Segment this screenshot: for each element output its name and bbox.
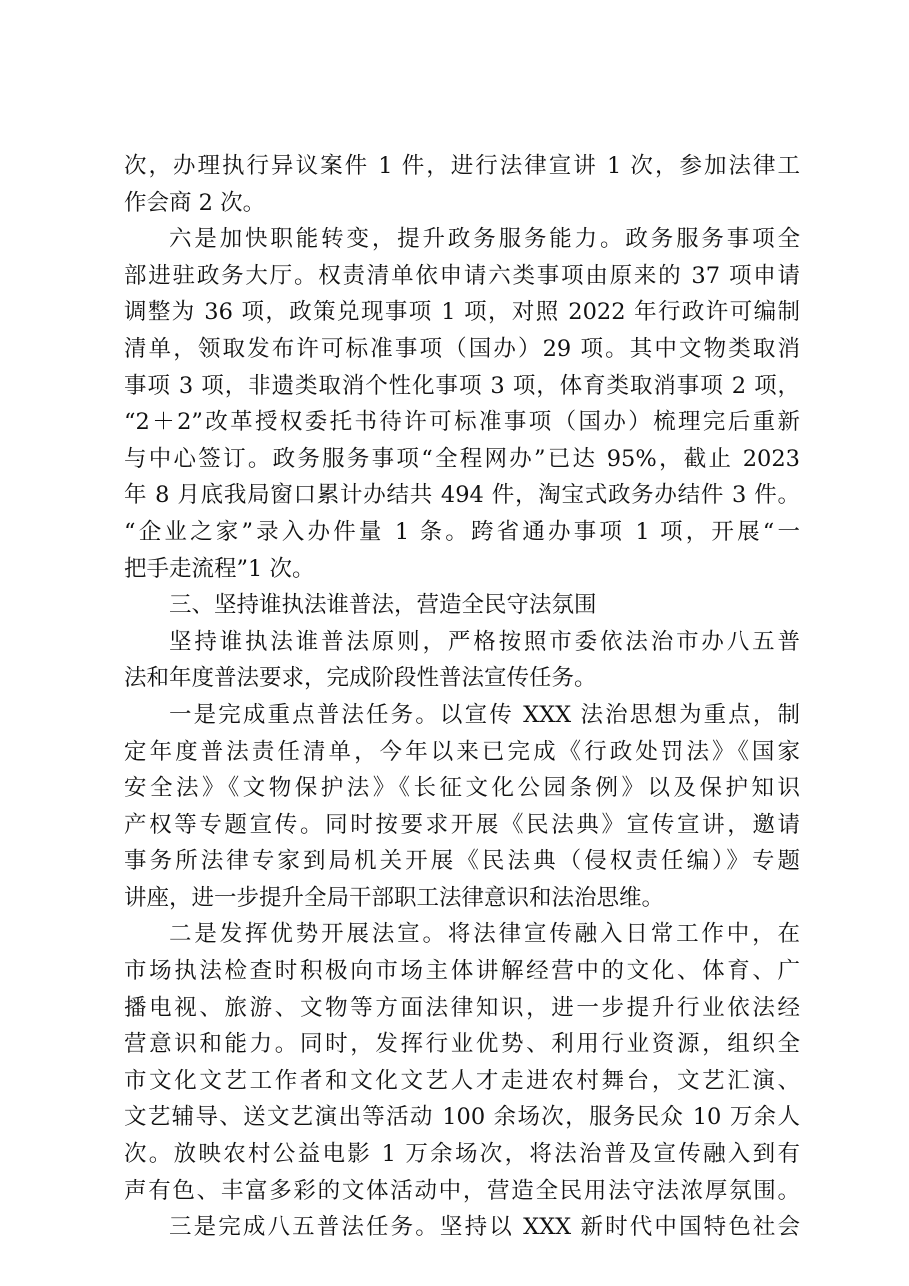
text-line: 声有色、丰富多彩的文体活动中，营造全民用法守法浓厚氛围。: [124, 1177, 800, 1204]
text-line: 年 8 月底我局窗口累计办结共 494 件，淘宝式政务办结件 3 件。: [124, 482, 800, 509]
text-line: 播电视、旅游、文物等方面法律知识，进一步提升行业依法经: [124, 994, 800, 1021]
text-line: 清单，领取发布许可标准事项（国办）29 项。其中文物类取消: [124, 335, 800, 362]
text-line: 作会商 2 次。: [124, 189, 266, 216]
text-line: 二是发挥优势开展法宣。将法律宣传融入日常工作中，在: [169, 921, 800, 948]
text-line: 与中心签订。政务服务事项“全程网办”已达 95%，截止 2023: [124, 445, 800, 472]
text-line: 坚持谁执法谁普法原则，严格按照市委依法治市办八五普: [169, 628, 800, 655]
text-line: 市文化文艺工作者和文化文艺人才走进农村舞台，文艺汇演、: [124, 1067, 800, 1094]
text-line: 讲座，进一步提升全局干部职工法律意识和法治思维。: [124, 884, 665, 911]
text-line: 安全法》《文物保护法》《长征文化公园条例》以及保护知识: [124, 775, 800, 802]
text-line: 一是完成重点普法任务。以宣传 XXX 法治思想为重点，制: [169, 701, 800, 728]
text-line: 定年度普法责任清单，今年以来已完成《行政处罚法》《国家: [124, 738, 800, 765]
text-line: 事务所法律专家到局机关开展《民法典（侵权责任编）》专题: [124, 848, 800, 875]
text-line: 调整为 36 项，政策兑现事项 1 项，对照 2022 年行政许可编制: [124, 299, 800, 326]
text-line: 营意识和能力。同时，发挥行业优势、利用行业资源，组织全: [124, 1031, 800, 1058]
text-line: 产权等专题宣传。同时按要求开展《民法典》宣传宣讲，邀请: [124, 811, 800, 838]
text-line: 市场执法检查时积极向市场主体讲解经营中的文化、体育、广: [124, 958, 800, 985]
text-line: 次。放映农村公益电影 1 万余场次，将法治普及宣传融入到有: [124, 1141, 800, 1168]
text-line: 三是完成八五普法任务。坚持以 XXX 新时代中国特色社会: [169, 1214, 800, 1241]
text-line: 部进驻政务大厅。权责清单依申请六类事项由原来的 37 项申请: [124, 262, 800, 289]
text-line: “2＋2”改革授权委托书待许可标准事项（国办）梳理完后重新: [124, 409, 800, 436]
text-line: “企业之家”录入办件量 1 条。跨省通办事项 1 项，开展“一: [124, 518, 800, 545]
text-line: 事项 3 项，非遗类取消个性化事项 3 项，体育类取消事项 2 项，: [124, 372, 800, 399]
text-line: 文艺辅导、送文艺演出等活动 100 余场次，服务民众 10 万余人: [124, 1104, 800, 1131]
text-line: 六是加快职能转变，提升政务服务能力。政务服务事项全: [169, 226, 800, 253]
text-line: 法和年度普法要求，完成阶段性普法宣传任务。: [124, 665, 597, 692]
document-page: [124, 148, 800, 1246]
text-line: 三、坚持谁执法谁普法，营造全民守法氛围: [169, 592, 597, 619]
text-line: 把手走流程”1 次。: [124, 555, 315, 582]
text-line: 次，办理执行异议案件 1 件，进行法律宣讲 1 次，参加法律工: [124, 153, 800, 179]
